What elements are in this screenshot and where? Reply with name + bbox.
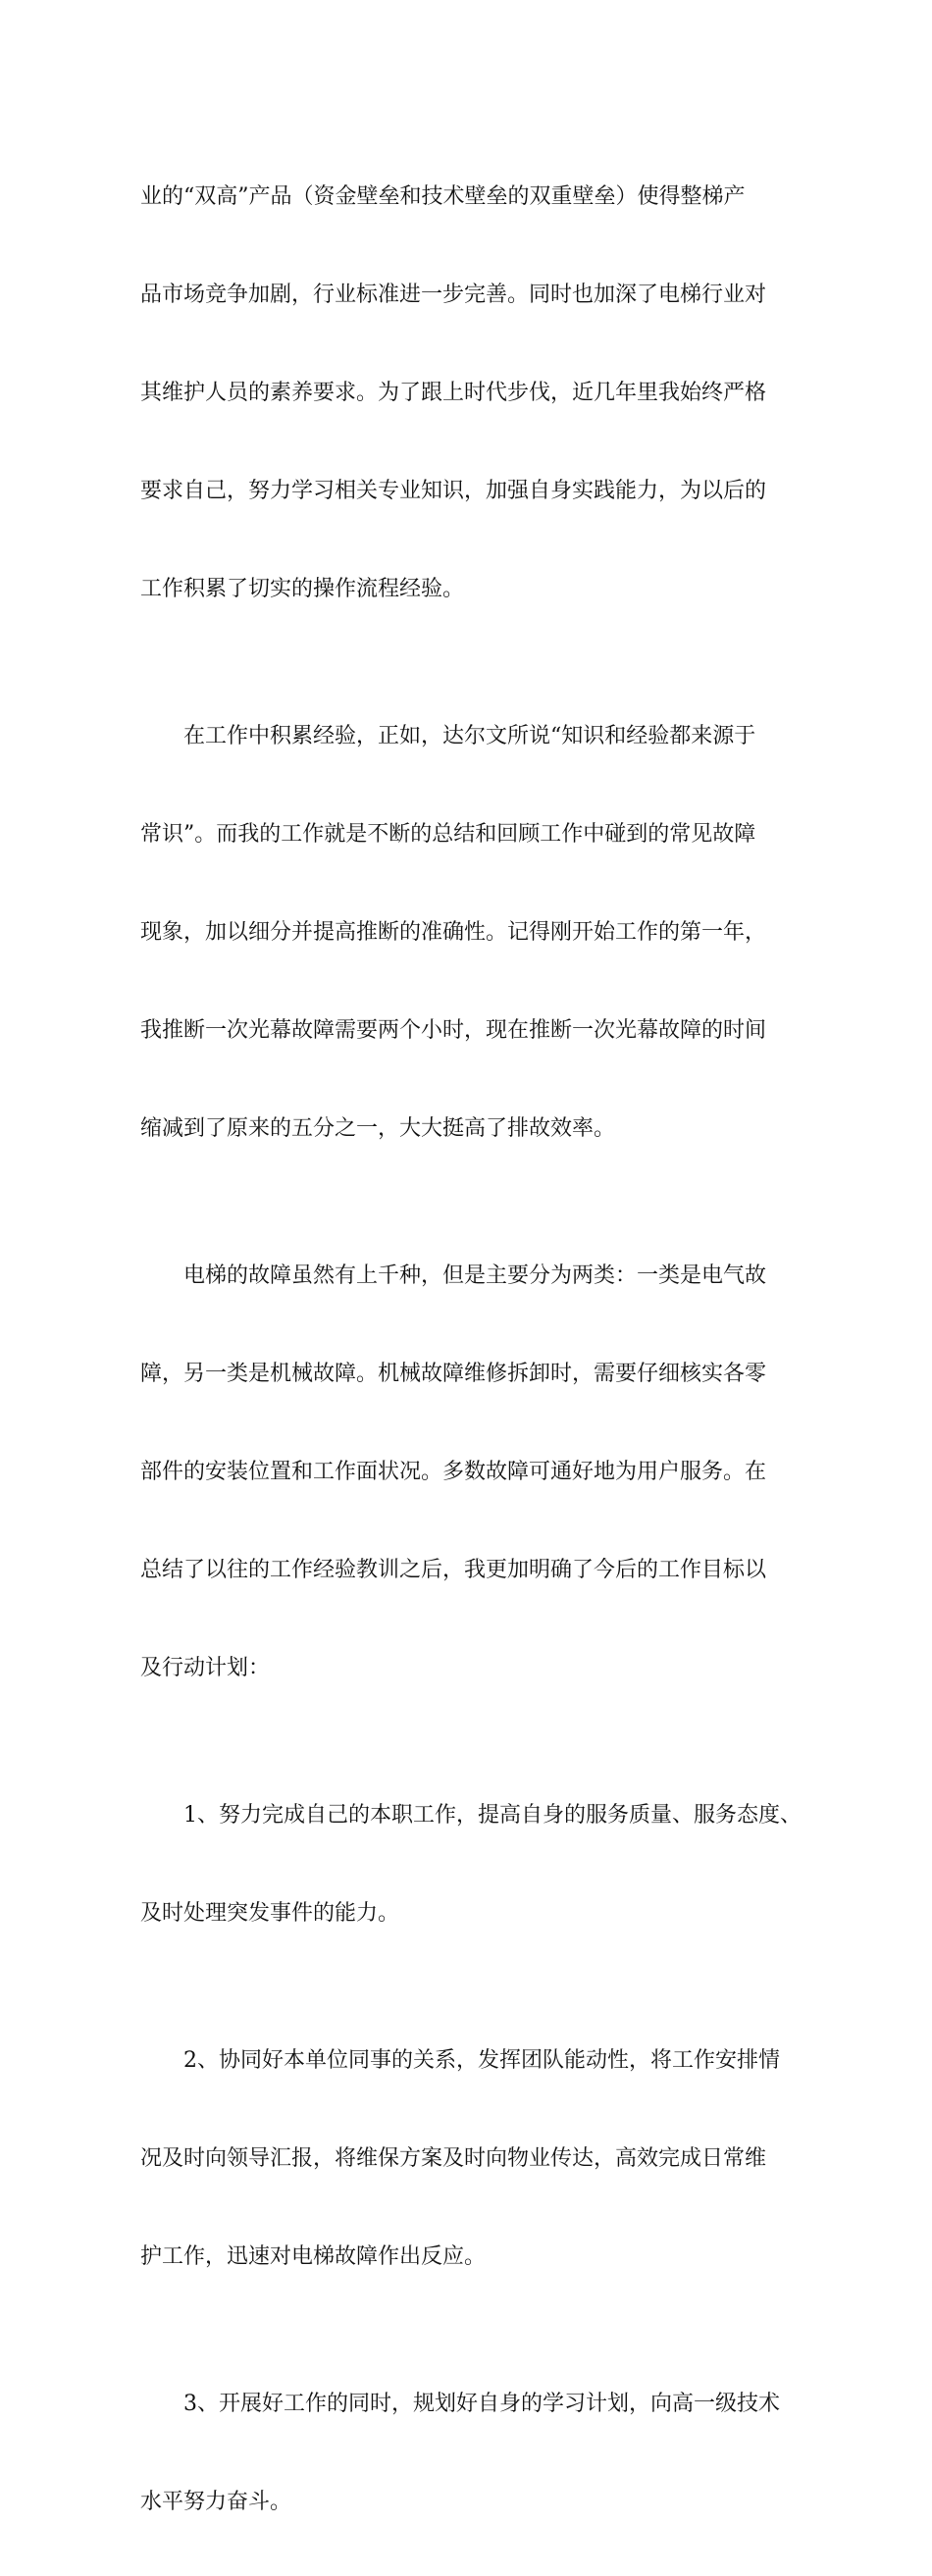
text-line: 3、开展好工作的同时，规划好自身的学习计划，向高一级技术	[183, 2392, 780, 2416]
text-line: 业的“双高”产品（资金壁垒和技术壁垒的双重壁垒）使得整梯产	[140, 184, 746, 209]
text-line: 水平努力奋斗。	[140, 2490, 292, 2514]
paragraph-plan-item-2	[140, 1987, 803, 2331]
text-line: 在工作中积累经验，正如，达尔文所说“知识和经验都来源于	[183, 724, 756, 748]
paragraph-fault-types	[140, 1203, 803, 1742]
text-line: 部件的安装位置和工作面状况。多数故障可通好地为用户服务。在	[140, 1460, 767, 1484]
text-line: 现象，加以细分并提高推断的准确性。记得刚开始工作的第一年，	[140, 920, 767, 945]
text-line: 2、协同好本单位同事的关系，发挥团队能动性，将工作安排情	[183, 2048, 780, 2073]
text-line: 1、努力完成自己的本职工作，提高自身的服务质量、服务态度、	[183, 1803, 802, 1828]
text-line: 工作积累了切实的操作流程经验。	[140, 577, 465, 601]
paragraph-plan-item-1	[140, 1742, 803, 1987]
text-line: 护工作，迅速对电梯故障作出反应。	[140, 2244, 487, 2269]
document-body	[140, 124, 803, 2576]
text-line: 我推断一次光幕故障需要两个小时，现在推断一次光幕故障的时间	[140, 1018, 767, 1043]
paragraph-plan-item-3	[140, 2331, 803, 2576]
text-line: 要求自己，努力学习相关专业知识，加强自身实践能力，为以后的	[140, 479, 767, 503]
text-line: 总结了以往的工作经验教训之后，我更加明确了今后的工作目标以	[140, 1558, 767, 1582]
paragraph-accumulate-experience	[140, 663, 803, 1203]
paragraph-industry-standards	[140, 124, 803, 663]
text-line: 常识”。而我的工作就是不断的总结和回顾工作中碰到的常见故障	[140, 822, 756, 847]
text-line: 其维护人员的素养要求。为了跟上时代步伐，近几年里我始终严格	[140, 381, 767, 405]
text-line: 及时处理突发事件的能力。	[140, 1901, 400, 1926]
text-line: 品市场竞争加剧，行业标准进一步完善。同时也加深了电梯行业对	[140, 283, 767, 307]
text-line: 障，另一类是机械故障。机械故障维修拆卸时，需要仔细核实各零	[140, 1362, 767, 1386]
text-line: 况及时向领导汇报，将维保方案及时向物业传达，高效完成日常维	[140, 2146, 767, 2171]
text-line: 电梯的故障虽然有上千种，但是主要分为两类：一类是电气故	[183, 1263, 767, 1288]
text-line: 缩减到了原来的五分之一，大大挺高了排故效率。	[140, 1116, 616, 1141]
text-line: 及行动计划：	[140, 1656, 271, 1680]
